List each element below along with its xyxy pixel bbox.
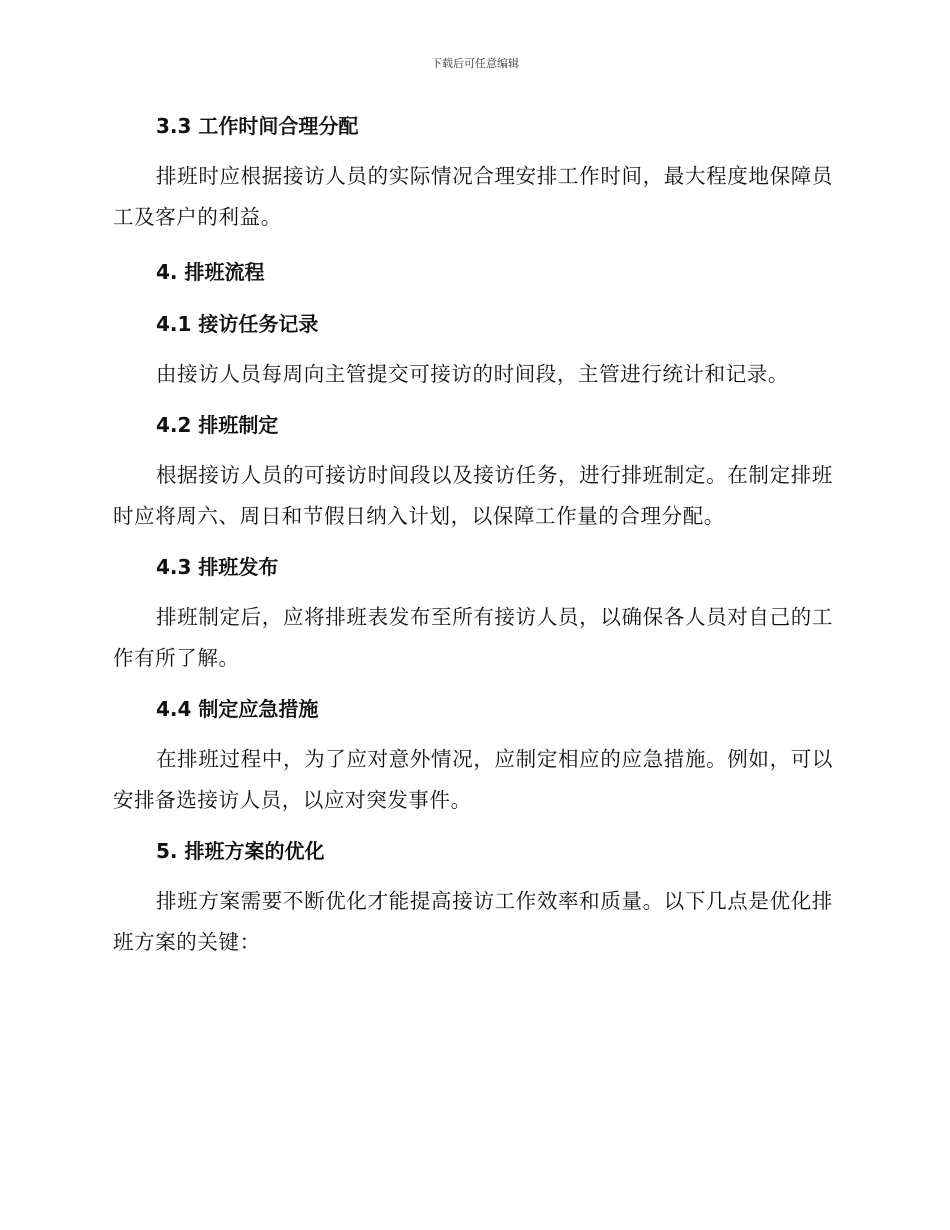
- section-heading-4-2: 4.2 排班制定: [156, 413, 279, 437]
- section-paragraph-4-4: 在排班过程中，为了应对意外情况，应制定相应的应急措施。例如，可以安排备选接访人员，以应对突发事件。: [113, 747, 833, 812]
- section-heading-4-3: 4.3 排班发布: [156, 555, 279, 579]
- section-heading-5: 5. 排班方案的优化: [156, 839, 325, 863]
- section-heading-4-1: 4.1 接访任务记录: [156, 312, 319, 336]
- section-paragraph-4-1: 由接访人员每周向主管提交可接访的时间段，主管进行统计和记录。: [156, 362, 789, 386]
- section-paragraph-3-3: 排班时应根据接访人员的实际情况合理安排工作时间，最大程度地保障员工及客户的利益。: [113, 164, 833, 229]
- header-note: 下载后可任意编辑: [431, 57, 519, 70]
- section-paragraph-4-2: 根据接访人员的可接访时间段以及接访任务，进行排班制定。在制定排班时应将周六、周日和节假日纳入计划，以保障工作量的合理分配。: [113, 463, 833, 528]
- document-body: [113, 108, 833, 963]
- section-heading-3-3: 3.3 工作时间合理分配: [156, 114, 359, 138]
- section-heading-4: 4. 排班流程: [156, 260, 265, 284]
- section-heading-4-4: 4.4 制定应急措施: [156, 697, 319, 721]
- section-paragraph-5: 排班方案需要不断优化才能提高接访工作效率和质量。以下几点是优化排班方案的关键：: [113, 889, 833, 954]
- section-paragraph-4-3: 排班制定后，应将排班表发布至所有接访人员，以确保各人员对自己的工作有所了解。: [113, 605, 833, 670]
